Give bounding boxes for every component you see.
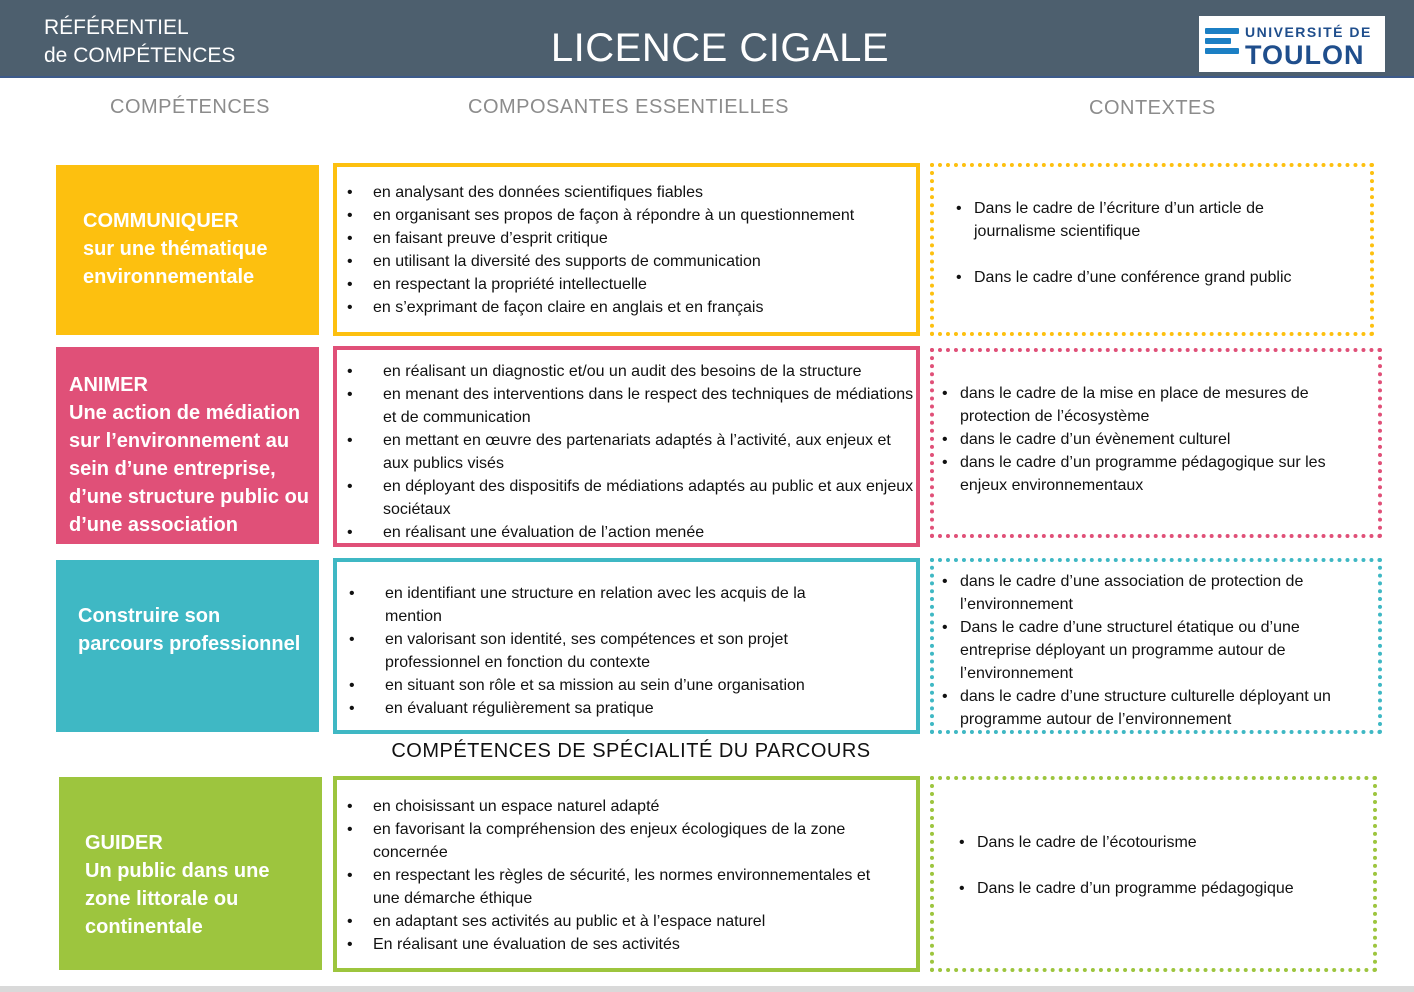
list-item: • dans le cadre d’une association de protection de l’environnement: [934, 570, 1354, 616]
specialite-heading: COMPÉTENCES DE SPÉCIALITÉ DU PARCOURS: [386, 734, 876, 768]
list-item: • dans le cadre d’un programme pédagogique sur les enjeux environnementaux: [934, 451, 1364, 497]
contextes-list: [934, 570, 1354, 731]
competence-subtitle: sur une thématique environnementale: [83, 238, 268, 288]
list-item: • en organisant ses propos de façon à répondre à un questionnement: [337, 204, 917, 227]
composantes-list: [339, 582, 849, 720]
list-item: • en mettant en œuvre des partenariats adaptés à l’activité, aux enjeux et aux publics visés: [337, 429, 921, 475]
list-item: • dans le cadre d’un évènement culturel: [934, 428, 1364, 451]
list-item: • dans le cadre d’une structure culturelle déployant un programme autour de l’environnement: [934, 685, 1354, 731]
competence-text-guider: [85, 829, 305, 941]
list-item: • en utilisant la diversité des supports de communication: [337, 250, 917, 273]
competence-subtitle: Un public dans une zone littorale ou continentale: [85, 860, 270, 938]
ref-line-2: de COMPÉTENCES: [44, 44, 236, 67]
composantes-box-construire: [333, 558, 920, 734]
column-heading-competences: COMPÉTENCES: [110, 96, 270, 118]
list-item: • en situant son rôle et sa mission au sein d’une organisation: [339, 674, 849, 697]
header-bar: [0, 0, 1414, 78]
competence-title: ANIMER: [69, 374, 148, 396]
composantes-box-communiquer: [333, 163, 920, 336]
competence-title: GUIDER: [85, 832, 163, 854]
contextes-box-construire: [930, 558, 1382, 734]
list-item: • en respectant la propriété intellectuelle: [337, 273, 917, 296]
competence-title: Construire son parcours professionnel: [78, 605, 301, 655]
composantes-box-animer: [333, 346, 920, 547]
logo-text-bottom: TOULON: [1245, 40, 1365, 70]
contextes-box-animer: [930, 348, 1382, 538]
universite-toulon-logo: [1199, 16, 1385, 72]
column-heading-composantes: COMPOSANTES ESSENTIELLES: [468, 96, 789, 118]
list-item: • Dans le cadre de l’écotourisme: [951, 831, 1351, 854]
logo-stripes-icon: [1205, 28, 1239, 58]
competence-text-animer: [69, 371, 314, 539]
competence-text-construire: [78, 602, 308, 658]
list-item: • en favorisant la compréhension des enjeux écologiques de la zone concernée: [337, 818, 897, 864]
competence-subtitle: Une action de médiation sur l’environnement au sein d’une entreprise, d’une structure public ou d’une association: [69, 402, 310, 536]
list-item: • Dans le cadre de l’écriture d’un article de journalisme scientifique: [948, 197, 1328, 243]
composantes-box-guider: [333, 776, 920, 972]
list-item: • Dans le cadre d’un programme pédagogique: [951, 877, 1351, 900]
competence-text-communiquer: [83, 207, 303, 291]
composantes-list: [337, 360, 921, 544]
list-item: • Dans le cadre d’une conférence grand public: [948, 266, 1328, 289]
column-heading-contextes: CONTEXTES: [1089, 97, 1216, 119]
list-item: • Dans le cadre d’une structurel étatique ou d’une entreprise déployant un programme autour de l’environnement: [934, 616, 1354, 685]
list-item: • en choisissant un espace naturel adapté: [337, 795, 897, 818]
contextes-list: [951, 831, 1351, 900]
contextes-list: [948, 197, 1328, 289]
list-item: • dans le cadre de la mise en place de mesures de protection de l’écosystème: [934, 382, 1364, 428]
ref-line-1: RÉFÉRENTIEL: [44, 16, 189, 39]
contextes-list: [934, 382, 1364, 497]
composantes-list: [337, 795, 897, 956]
list-item: • en évaluant régulièrement sa pratique: [339, 697, 849, 720]
list-item: • en valorisant son identité, ses compétences et son projet professionnel en fonction du contexte: [339, 628, 849, 674]
list-item: • En réalisant une évaluation de ses activités: [337, 933, 897, 956]
contextes-box-communiquer: [930, 163, 1374, 336]
list-item: • en déployant des dispositifs de médiations adaptés au public et aux enjeux sociétaux: [337, 475, 921, 521]
list-item: • en adaptant ses activités au public et à l’espace naturel: [337, 910, 897, 933]
list-item: • en réalisant un diagnostic et/ou un audit des besoins de la structure: [337, 360, 921, 383]
page-bottom-border: [0, 986, 1414, 992]
list-item: • en identifiant une structure en relation avec les acquis de la mention: [339, 582, 849, 628]
logo-text-top: UNIVERSITÉ DE: [1245, 24, 1372, 40]
contextes-box-guider: [930, 776, 1377, 972]
list-item: • en faisant preuve d’esprit critique: [337, 227, 917, 250]
composantes-list: [337, 181, 917, 319]
list-item: • en analysant des données scientifiques fiables: [337, 181, 917, 204]
list-item: • en respectant les règles de sécurité, les normes environnementales et une démarche éthique: [337, 864, 897, 910]
competence-title: COMMUNIQUER: [83, 210, 239, 232]
list-item: • en s’exprimant de façon claire en anglais et en français: [337, 296, 917, 319]
page-title: LICENCE CIGALE: [550, 26, 890, 70]
list-item: • en menant des interventions dans le respect des techniques de médiations et de communication: [337, 383, 921, 429]
list-item: • en réalisant une évaluation de l’action menée: [337, 521, 921, 544]
